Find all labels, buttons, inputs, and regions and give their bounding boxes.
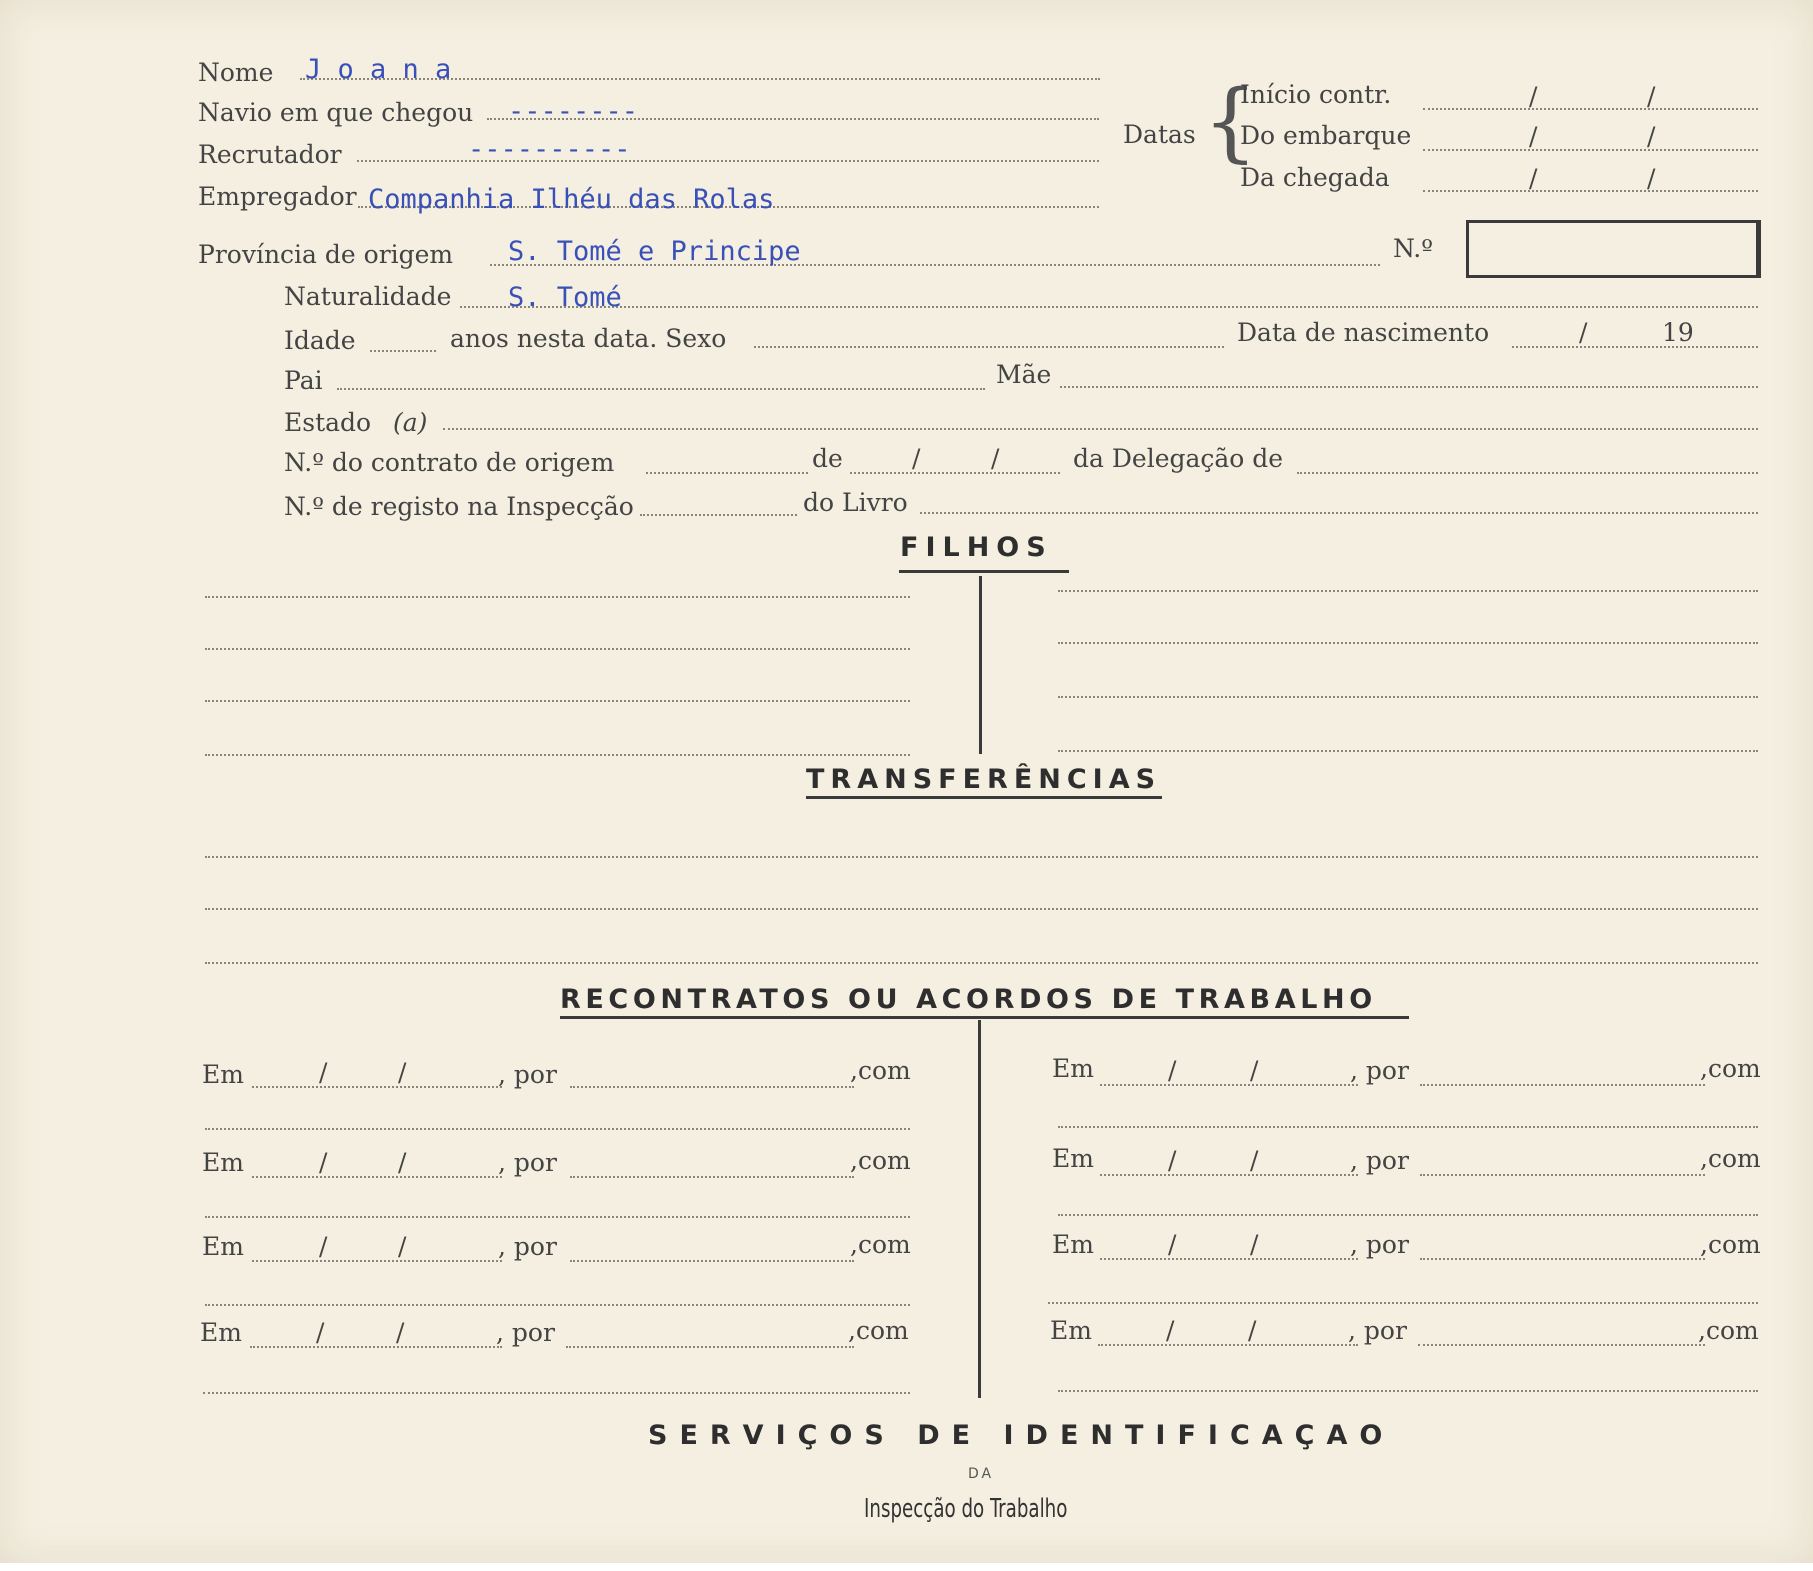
chegada-slash-1: / [1529,164,1538,193]
empregador-label: Empregador [198,182,357,211]
mae-field[interactable] [1060,386,1758,388]
rec-right-4-por: , por [1348,1316,1407,1345]
chegada-slash-2: / [1647,164,1656,193]
chegada-label: Da chegada [1240,163,1390,192]
recontratos-heading: RECONTRATOS OU ACORDOS DE TRABALHO [560,984,1377,1015]
filhos-left-line-4[interactable] [205,754,910,756]
rec-left-3-date[interactable] [252,1260,502,1262]
rec-right-3-date[interactable] [1100,1258,1358,1260]
rec-right-2-line[interactable] [1058,1214,1758,1216]
rec-left-1-com: ,com [850,1056,911,1085]
rec-left-2-date[interactable] [252,1176,502,1178]
rec-left-4-line[interactable] [203,1392,910,1394]
filhos-heading: FILHOS [900,532,1053,563]
rec-left-2-por: , por [498,1148,557,1177]
de-label: de [812,444,843,473]
rec-left-4-por-field[interactable] [566,1346,854,1348]
delegacao-label: da Delegação de [1073,444,1284,473]
rec-left-3-slash-1: / [319,1232,328,1261]
rec-left-1-em: Em [202,1060,244,1089]
pai-label: Pai [284,366,323,395]
rec-right-4-slash-1: / [1166,1316,1175,1345]
registo-field[interactable] [640,514,797,516]
rec-left-2-slash-2: / [398,1148,407,1177]
livro-label: do Livro [803,488,908,517]
embarque-label: Do embarque [1240,121,1412,150]
delegacao-field[interactable] [1297,472,1758,474]
nome-value: J o a n a [305,54,452,85]
transferencias-underline [806,796,1162,799]
rec-left-3-em: Em [202,1232,244,1261]
filhos-divider [979,576,982,754]
naturalidade-label: Naturalidade [284,282,452,311]
recrutador-value: ---------- [468,134,631,165]
contrato-date-field[interactable] [850,472,1060,474]
nascimento-year-prefix: 19 [1662,318,1694,347]
filhos-underline [899,570,1069,573]
naturalidade-value: S. Tomé [508,282,622,313]
nascimento-label: Data de nascimento [1237,318,1490,347]
provincia-label: Província de origem [198,240,454,269]
numero-box[interactable] [1466,220,1761,278]
rec-left-2-line[interactable] [205,1216,910,1218]
empregador-value: Companhia Ilhéu das Rolas [368,184,775,215]
rec-right-2-slash-2: / [1250,1146,1259,1175]
inicio-slash-1: / [1529,82,1538,111]
provincia-value: S. Tomé e Principe [508,236,801,267]
anos-label: anos nesta data. Sexo [450,324,727,353]
inicio-field[interactable] [1423,108,1758,110]
rec-right-1-slash-1: / [1168,1056,1177,1085]
registo-label: N.º de registo na Inspecção [284,492,634,521]
filhos-left-line-2[interactable] [205,648,910,650]
recontratos-underline [560,1016,1409,1019]
rec-right-4-date[interactable] [1098,1344,1358,1346]
pai-field[interactable] [337,388,985,390]
inicio-label: Início contr. [1240,80,1392,109]
rec-right-1-por: , por [1350,1056,1409,1085]
estado-note: (a) [393,408,428,437]
rec-left-1-slash-1: / [319,1058,328,1087]
transferencias-heading: TRANSFERÊNCIAS [806,764,1162,795]
rec-right-1-date[interactable] [1100,1084,1358,1086]
transferencias-line-1[interactable] [205,856,1758,858]
rec-right-2-em: Em [1052,1144,1094,1173]
embarque-slash-2: / [1647,122,1656,151]
rec-left-3-por-field[interactable] [570,1260,854,1262]
rec-right-3-por-field[interactable] [1420,1258,1705,1260]
idade-label: Idade [284,326,356,355]
navio-value: -------- [508,96,639,127]
contrato-field[interactable] [646,472,808,474]
mae-label: Mãe [996,360,1052,389]
embarque-slash-1: / [1529,122,1538,151]
rec-left-3-com: ,com [850,1230,911,1259]
rec-right-4-por-field[interactable] [1418,1344,1705,1346]
rec-right-4-em: Em [1050,1316,1092,1345]
datas-label: Datas [1123,120,1196,149]
rec-left-4-slash-1: / [316,1318,325,1347]
rec-right-2-com: ,com [1700,1144,1761,1173]
filhos-right-line-1[interactable] [1058,590,1758,592]
contrato-slash-2: / [991,444,1000,473]
estado-label: Estado [284,408,372,437]
rec-right-1-line[interactable] [1058,1126,1758,1128]
footer-line-1: SERVIÇOS DE IDENTIFICAÇAO [648,1420,1395,1451]
rec-right-3-em: Em [1052,1230,1094,1259]
contrato-slash-1: / [912,444,921,473]
filhos-left-line-3[interactable] [205,700,910,702]
sexo-field[interactable] [754,346,1224,348]
rec-left-1-date[interactable] [252,1086,502,1088]
contrato-label: N.º do contrato de origem [284,448,615,477]
rec-right-1-por-field[interactable] [1420,1084,1705,1086]
filhos-right-line-2[interactable] [1058,642,1758,644]
rec-left-2-em: Em [202,1148,244,1177]
rec-right-1-com: ,com [1700,1054,1761,1083]
estado-field[interactable] [443,428,1758,430]
filhos-right-line-4[interactable] [1058,750,1758,752]
embarque-field[interactable] [1423,149,1758,151]
recontratos-divider [978,1020,981,1398]
chegada-field[interactable] [1423,190,1758,192]
footer-line-3: Inspecção do Trabalho [864,1494,1068,1524]
navio-label: Navio em que chegou [198,98,474,127]
filhos-right-line-3[interactable] [1058,696,1758,698]
rec-right-3-com: ,com [1700,1230,1761,1259]
rec-left-1-line[interactable] [205,1128,910,1130]
nascimento-slash: / [1579,318,1588,347]
rec-right-1-slash-2: / [1250,1056,1259,1085]
rec-right-2-por-field[interactable] [1420,1174,1705,1176]
rec-left-1-por-field[interactable] [570,1086,854,1088]
rec-right-3-slash-2: / [1250,1230,1259,1259]
rec-left-3-slash-2: / [398,1232,407,1261]
footer-line-2: DA [968,1466,995,1482]
rec-right-3-slash-1: / [1168,1230,1177,1259]
rec-left-4-com: ,com [848,1316,909,1345]
transferencias-line-3[interactable] [205,962,1758,964]
inicio-slash-2: / [1647,82,1656,111]
filhos-left-line-1[interactable] [205,596,910,598]
rec-right-2-por: , por [1350,1146,1409,1175]
rec-left-1-slash-2: / [398,1058,407,1087]
rec-left-2-slash-1: / [319,1148,328,1177]
rec-left-4-em: Em [200,1318,242,1347]
transferencias-line-2[interactable] [205,908,1758,910]
rec-right-4-slash-2: / [1248,1316,1257,1345]
rec-right-3-line[interactable] [1048,1302,1758,1304]
livro-field[interactable] [920,512,1758,514]
rec-left-4-date[interactable] [250,1346,502,1348]
rec-left-2-por-field[interactable] [570,1176,854,1178]
idade-field[interactable] [370,350,436,352]
recrutador-label: Recrutador [198,140,342,169]
naturalidade-field[interactable] [460,306,1758,308]
rec-right-2-slash-1: / [1168,1146,1177,1175]
numero-label: N.º [1393,234,1433,263]
rec-right-3-por: , por [1350,1230,1409,1259]
rec-left-4-por: , por [496,1318,555,1347]
rec-right-4-com: ,com [1698,1316,1759,1345]
nascimento-field[interactable] [1512,346,1758,348]
rec-left-3-line[interactable] [205,1304,910,1306]
rec-right-1-em: Em [1052,1054,1094,1083]
rec-left-3-por: , por [498,1232,557,1261]
rec-left-1-por: , por [498,1060,557,1089]
rec-left-4-slash-2: / [396,1318,405,1347]
brace-icon: { [1203,72,1258,172]
rec-left-2-com: ,com [850,1146,911,1175]
rec-right-4-line[interactable] [1058,1390,1758,1392]
nome-label: Nome [198,58,274,87]
rec-right-2-date[interactable] [1100,1174,1358,1176]
